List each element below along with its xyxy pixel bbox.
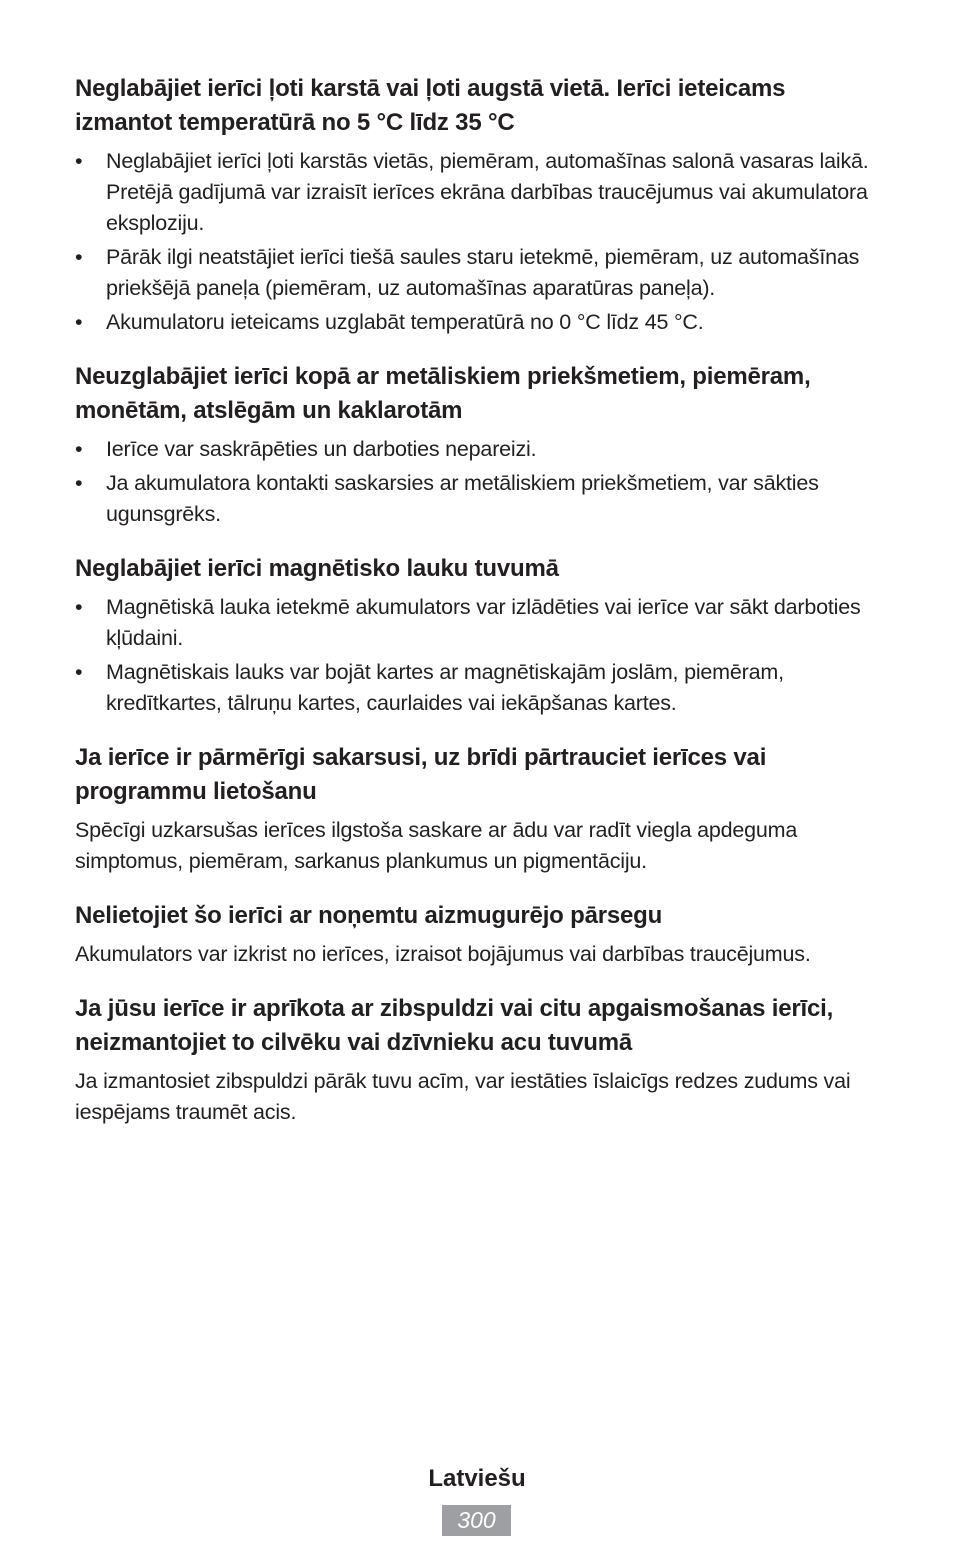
list-item xyxy=(75,592,875,654)
list-item-text: Pārāk ilgi neatstājiet ierīci tiešā saules staru ietekmē, piemēram, uz automašīnas priekšējā paneļa (piemēram, uz automašīnas aparatūras paneļa). xyxy=(106,245,860,300)
bullet-marker: • xyxy=(75,471,83,495)
bullet-marker: • xyxy=(75,245,83,269)
section-text: Ja izmantosiet zibspuldzi pārāk tuvu acīm, var iestāties īslaicīgs redzes zudums vai iespējams traumēt acis. xyxy=(75,1069,851,1124)
bullet-marker: • xyxy=(75,149,83,173)
section-text: Akumulators var izkrist no ierīces, izraisot bojājumus vai darbības traucējumus. xyxy=(75,942,811,966)
section-text: Spēcīgi uzkarsušas ierīces ilgstoša saskare ar ādu var radīt viegla apdeguma simptomus, piemēram, sarkanus plankumus un pigmentāciju. xyxy=(75,818,798,873)
list-item xyxy=(75,468,875,530)
section-heading: Neglabājiet ierīci magnētisko lauku tuvumā xyxy=(75,555,559,582)
list-item-text: Akumulatoru ieteicams uzglabāt temperatūrā no 0 °C līdz 45 °C. xyxy=(106,310,704,334)
list-item-text: Ierīce var saskrāpēties un darboties nepareizi. xyxy=(106,437,537,461)
bullet-marker: • xyxy=(75,595,83,619)
section-heading: Neuzglabājiet ierīci kopā ar metāliskiem priekšmetiem, piemēram, monētām, atslēgām un kaklarotām xyxy=(75,363,811,424)
section-heading: Neglabājiet ierīci ļoti karstā vai ļoti augstā vietā. Ierīci ieteicams izmantot temperatūrā no 5 °C līdz 35 °C xyxy=(75,75,786,136)
section-heat-storage xyxy=(75,72,875,338)
section-heading: Nelietojiet šo ierīci ar noņemtu aizmugurējo pārsegu xyxy=(75,902,663,929)
list-item xyxy=(75,242,875,304)
bullet-list xyxy=(75,146,875,338)
bullet-marker: • xyxy=(75,660,83,684)
list-item-text: Neglabājiet ierīci ļoti karstās vietās, piemēram, automašīnas salonā vasaras laikā. Pretējā gadījumā var izraisīt ierīces ekrāna darbības traucējumus vai akumulatora eksploziju. xyxy=(106,149,869,235)
list-item xyxy=(75,146,875,239)
section-metal-objects xyxy=(75,360,875,530)
list-item xyxy=(75,434,875,465)
section-heading: Ja ierīce ir pārmērīgi sakarsusi, uz brīdi pārtrauciet ierīces vai programmu lietošanu xyxy=(75,744,767,805)
section-overheating xyxy=(75,741,875,877)
list-item-text: Ja akumulatora kontakti saskarsies ar metāliskiem priekšmetiem, var sākties ugunsgrēks. xyxy=(106,471,819,526)
section-back-cover xyxy=(75,899,875,970)
section-flash xyxy=(75,992,875,1128)
document-body xyxy=(75,72,875,1150)
page-number: 300 xyxy=(442,1505,511,1536)
list-item-text: Magnētiskais lauks var bojāt kartes ar magnētiskajām joslām, piemēram, kredītkartes, tālruņu kartes, caurlaides vai iekāpšanas kartes. xyxy=(106,660,784,715)
footer-language: Latviešu xyxy=(428,1465,526,1492)
bullet-marker: • xyxy=(75,437,83,461)
list-item xyxy=(75,307,875,338)
bullet-list xyxy=(75,592,875,719)
bullet-list xyxy=(75,434,875,530)
list-item xyxy=(75,657,875,719)
bullet-marker: • xyxy=(75,310,83,334)
section-heading: Ja jūsu ierīce ir aprīkota ar zibspuldzi vai citu apgaismošanas ierīci, neizmantojiet to cilvēku vai dzīvnieku acu tuvumā xyxy=(75,995,834,1056)
list-item-text: Magnētiskā lauka ietekmē akumulators var izlādēties vai ierīce var sākt darboties kļūdaini. xyxy=(106,595,861,650)
section-magnetic-fields xyxy=(75,552,875,719)
